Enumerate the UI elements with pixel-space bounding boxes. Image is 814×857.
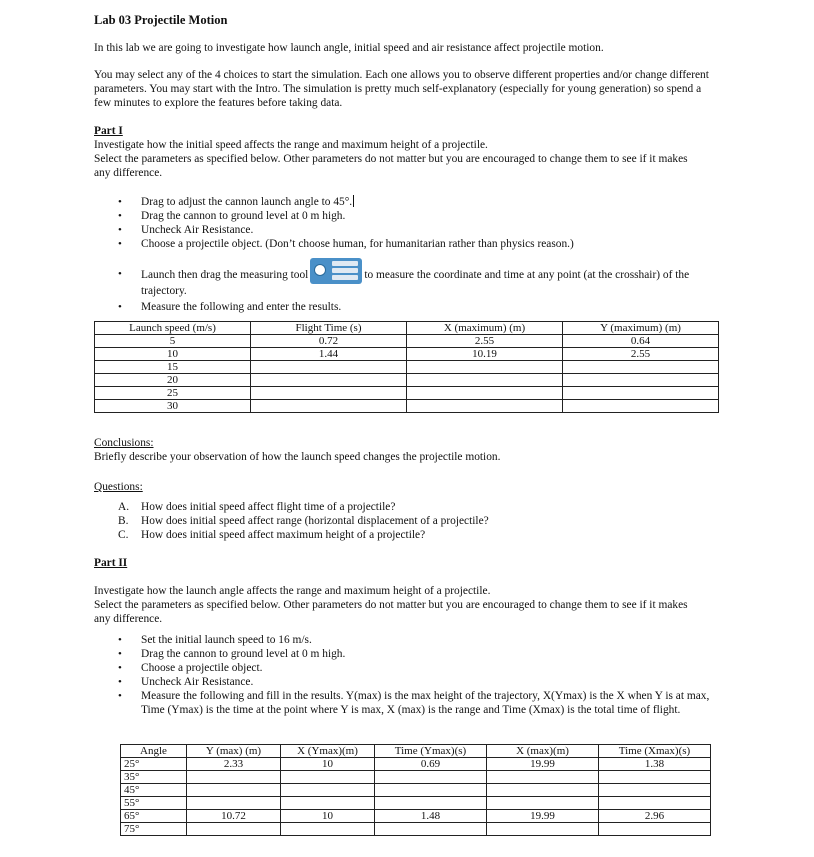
data-cell[interactable]: 2.33 — [187, 758, 281, 771]
column-header: Y (maximum) (m) — [563, 322, 719, 335]
data-cell[interactable] — [251, 400, 407, 413]
data-cell[interactable] — [281, 784, 375, 797]
part1-measure-list — [118, 267, 718, 314]
data-cell[interactable] — [187, 784, 281, 797]
part1-heading: Part I — [94, 125, 123, 137]
data-cell[interactable] — [281, 771, 375, 784]
data-cell[interactable] — [251, 387, 407, 400]
part2-bullet: • Set the initial launch speed to 16 m/s. — [118, 633, 718, 647]
data-cell[interactable]: 1.44 — [251, 348, 407, 361]
row-label-cell[interactable]: 25° — [121, 758, 187, 771]
table-header-row — [95, 322, 719, 335]
document-title: Lab 03 Projectile Motion — [94, 13, 228, 27]
column-header: Angle — [121, 745, 187, 758]
part2-bullet-list — [118, 633, 718, 717]
part2-intro — [94, 584, 734, 626]
part2-line1: Investigate how the launch angle affects the range and maximum height of a projectile. — [94, 585, 491, 597]
conclusions-section — [94, 436, 734, 464]
data-cell[interactable]: 0.69 — [375, 758, 487, 771]
part2-bullet: • Choose a projectile object. — [118, 661, 718, 675]
data-cell[interactable] — [487, 797, 599, 810]
data-cell[interactable] — [375, 784, 487, 797]
column-header: Time (Xmax)(s) — [599, 745, 711, 758]
data-cell[interactable] — [599, 771, 711, 784]
row-label-cell[interactable]: 30 — [95, 400, 251, 413]
conclusions-text: Briefly describe your observation of how the launch speed changes the projectile motion. — [94, 451, 501, 463]
question-item: A. How does initial speed affect flight time of a projectile? — [118, 501, 396, 513]
table-row — [121, 771, 711, 784]
intro-paragraph: In this lab we are going to investigate how launch angle, initial speed and air resistance affect projectile motion. — [94, 42, 604, 54]
table-row — [121, 810, 711, 823]
measuring-tool-icon — [310, 258, 362, 284]
data-cell[interactable]: 0.72 — [251, 335, 407, 348]
data-cell[interactable] — [563, 374, 719, 387]
data-cell[interactable] — [563, 361, 719, 374]
row-label-cell[interactable]: 55° — [121, 797, 187, 810]
row-label-cell[interactable]: 45° — [121, 784, 187, 797]
table-row — [95, 374, 719, 387]
data-cell[interactable] — [407, 361, 563, 374]
row-label-cell[interactable]: 65° — [121, 810, 187, 823]
data-cell[interactable]: 10 — [281, 810, 375, 823]
table-row — [121, 758, 711, 771]
part1-bullet-measure-results: • Measure the following and enter the results. — [118, 300, 718, 314]
column-header: Launch speed (m/s) — [95, 322, 251, 335]
data-cell[interactable] — [375, 797, 487, 810]
data-cell[interactable] — [251, 374, 407, 387]
data-cell[interactable]: 2.55 — [407, 335, 563, 348]
data-cell[interactable]: 2.55 — [563, 348, 719, 361]
data-cell[interactable] — [375, 823, 487, 836]
column-header: Y (max) (m) — [187, 745, 281, 758]
row-label-cell[interactable]: 10 — [95, 348, 251, 361]
table-row — [121, 797, 711, 810]
data-cell[interactable]: 10.72 — [187, 810, 281, 823]
data-cell[interactable] — [187, 823, 281, 836]
launch-angle-table — [120, 744, 711, 836]
intro-paragraph-2: You may select any of the 4 choices to start the simulation. Each one allows you to observe different properties and/or change different parameters. You may start with the Intro. The simulation is pretty much self-explanatory (especially for young generation) so spend a few minutes to explore the features before taking data. — [94, 69, 709, 109]
data-cell[interactable] — [599, 823, 711, 836]
data-cell[interactable]: 19.99 — [487, 810, 599, 823]
data-cell[interactable] — [487, 784, 599, 797]
data-cell[interactable] — [599, 797, 711, 810]
data-cell[interactable] — [563, 400, 719, 413]
data-cell[interactable] — [281, 797, 375, 810]
data-cell[interactable] — [281, 823, 375, 836]
table-row — [121, 784, 711, 797]
questions-list — [118, 500, 718, 542]
conclusions-heading: Conclusions: — [94, 437, 154, 449]
table-row — [95, 387, 719, 400]
part1-line1: Investigate how the initial speed affects the range and maximum height of a projectile. — [94, 139, 488, 151]
data-cell[interactable] — [407, 374, 563, 387]
data-cell[interactable] — [563, 387, 719, 400]
row-label-cell[interactable]: 25 — [95, 387, 251, 400]
data-cell[interactable] — [487, 771, 599, 784]
data-cell[interactable] — [375, 771, 487, 784]
part1-bullet: • Drag the cannon to ground level at 0 m high. — [118, 209, 718, 223]
part2-bullet: • Uncheck Air Resistance. — [118, 675, 718, 689]
questions-heading: Questions: — [94, 481, 143, 493]
part1-bullet-list — [118, 195, 718, 251]
column-header: X (maximum) (m) — [407, 322, 563, 335]
data-cell[interactable] — [187, 771, 281, 784]
data-cell[interactable] — [487, 823, 599, 836]
row-label-cell[interactable]: 75° — [121, 823, 187, 836]
data-cell[interactable] — [407, 387, 563, 400]
launch-speed-table — [94, 321, 719, 413]
data-cell[interactable]: 19.99 — [487, 758, 599, 771]
text-cursor — [353, 195, 354, 207]
table-row — [121, 823, 711, 836]
part1-bullet: • Drag to adjust the cannon launch angle to 45°. — [118, 195, 718, 209]
part2-heading: Part II — [94, 557, 128, 569]
data-cell[interactable]: 10 — [281, 758, 375, 771]
data-cell[interactable]: 10.19 — [407, 348, 563, 361]
data-cell[interactable]: 1.38 — [599, 758, 711, 771]
part1-section — [94, 124, 734, 180]
column-header: X (max)(m) — [487, 745, 599, 758]
data-cell[interactable]: 2.96 — [599, 810, 711, 823]
part2-line2: Select the parameters as specified below. Other parameters do not matter but you are encouraged to change them to see if it makes any difference. — [94, 599, 688, 625]
column-header: X (Ymax)(m) — [281, 745, 375, 758]
part1-bullet-measure-tool: • Launch then drag the measuring tool to measure the coordinate and time at any point (at the crosshair) of the trajectory. — [118, 267, 718, 298]
row-label-cell[interactable]: 35° — [121, 771, 187, 784]
question-item: B. How does initial speed affect range (horizontal displacement of a projectile? — [118, 515, 489, 527]
data-cell[interactable] — [407, 400, 563, 413]
data-cell[interactable] — [187, 797, 281, 810]
data-cell[interactable] — [251, 361, 407, 374]
table-row — [95, 348, 719, 361]
question-item: C. How does initial speed affect maximum height of a projectile? — [118, 529, 426, 541]
part2-bullet: • Measure the following and fill in the results. Y(max) is the max height of the trajectory, X(Ymax) is the X when Y is at max, Time (Ymax) is the time at the point where Y is max, X (max) is the range and Time (Xmax) is the total time of flight. — [118, 689, 718, 717]
row-label-cell[interactable]: 20 — [95, 374, 251, 387]
part2-bullet: • Drag the cannon to ground level at 0 m high. — [118, 647, 718, 661]
data-cell[interactable]: 1.48 — [375, 810, 487, 823]
part1-line2: Select the parameters as specified below. Other parameters do not matter but you are encouraged to change them to see if it makes any difference. — [94, 153, 688, 179]
table-row — [95, 361, 719, 374]
table-header-row — [121, 745, 711, 758]
column-header: Flight Time (s) — [251, 322, 407, 335]
part1-bullet: • Uncheck Air Resistance. — [118, 223, 718, 237]
data-cell[interactable] — [599, 784, 711, 797]
data-cell[interactable]: 0.64 — [563, 335, 719, 348]
table-row — [95, 400, 719, 413]
row-label-cell[interactable]: 5 — [95, 335, 251, 348]
column-header: Time (Ymax)(s) — [375, 745, 487, 758]
row-label-cell[interactable]: 15 — [95, 361, 251, 374]
table-row — [95, 335, 719, 348]
part1-bullet: • Choose a projectile object. (Don’t choose human, for humanitarian rather than physics reason.) — [118, 237, 718, 251]
